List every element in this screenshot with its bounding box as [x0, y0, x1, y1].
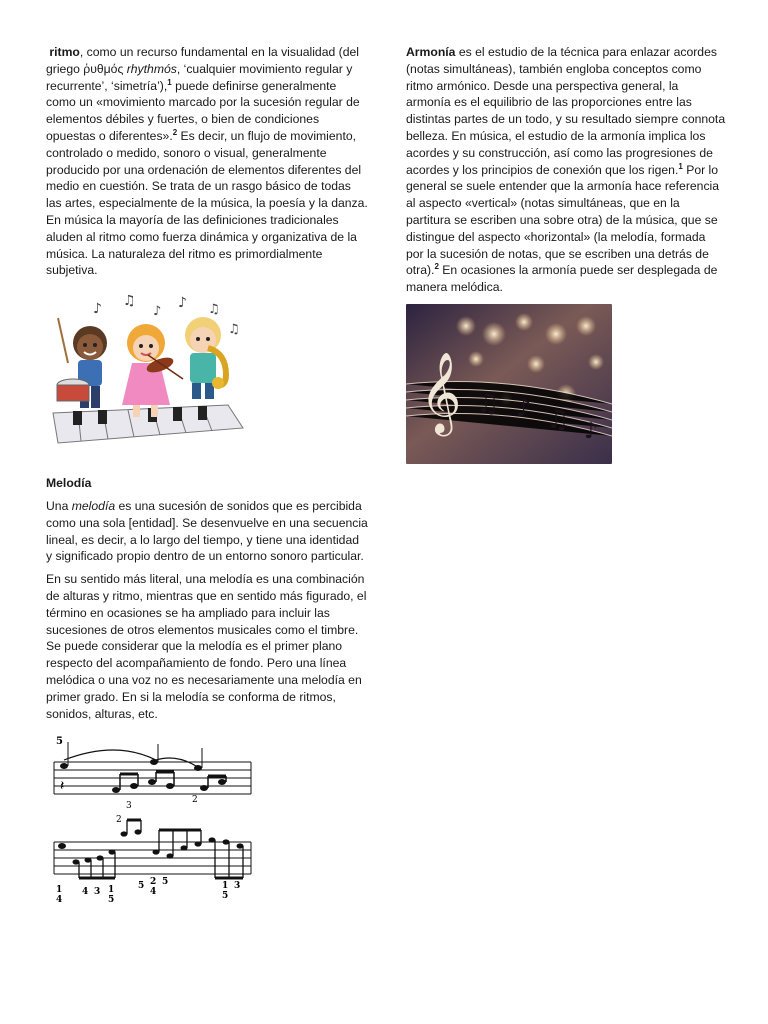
fingering: 5: [162, 877, 169, 888]
armonia-term: Armonía: [406, 45, 456, 59]
svg-text:♪: ♪: [178, 295, 187, 312]
piano-keys: [53, 405, 243, 443]
footnote-ref[interactable]: 2: [172, 127, 178, 137]
upper-staff: [54, 762, 251, 794]
fingering: 4: [82, 887, 89, 898]
harmony-notes-photo: [406, 304, 612, 464]
footnote-ref[interactable]: 1: [678, 161, 683, 171]
measure-number: 5: [56, 736, 63, 748]
fingering: 3: [94, 887, 101, 898]
greek-transliteration: rhythmós: [126, 61, 177, 76]
fingering: 3: [126, 801, 132, 812]
ritmo-paragraph: [46, 44, 368, 279]
svg-text:♫: ♫: [476, 388, 500, 419]
text: En ocasiones la armonía puede ser desplegada de manera melódica.: [406, 263, 718, 295]
fingering: 4: [56, 895, 63, 906]
fingering: 5: [108, 895, 115, 906]
girl-violinist: [122, 324, 183, 417]
svg-text:♪: ♪: [153, 304, 162, 320]
boy-drummer: [57, 318, 107, 408]
right-column: [406, 44, 726, 464]
ritmo-term: ritmo: [49, 45, 80, 59]
melodia-paragraph-1: [46, 498, 368, 565]
fingering: 4: [150, 887, 157, 898]
lower-staff: [54, 842, 251, 874]
fingering: 1: [108, 885, 115, 896]
footnote-ref[interactable]: 2: [434, 262, 439, 272]
footnote-ref[interactable]: 1: [167, 77, 172, 87]
fingering: 2: [150, 877, 157, 888]
svg-text:♫: ♫: [208, 302, 220, 318]
svg-text:♪: ♪: [516, 393, 532, 422]
fingering: 2: [116, 815, 122, 826]
melodia-term: melodía: [71, 498, 116, 513]
svg-text:♫: ♫: [546, 404, 570, 435]
greek-word: ῥυθμός: [83, 61, 124, 76]
piano-score-image: [46, 732, 254, 907]
melodia-paragraph-2: En su sentido más literal, una melodía es una combinación de alturas y ritmo, mientras que en sentido más figurado, el término en ocasiones se ha ampliado para incluir las sucesiones de otros elementos musicales como el timbre. Se puede considerar que la melodía es el primer plano respecto del acompañamiento de fondo. Pero una línea melódica o una voz no es necesariamente una melodía en primer grado. En si la melodía se conforma de ritmos, sonidos, alturas, etc.: [46, 572, 367, 721]
text: Por lo general se suele entender que la armonía hace referencia al aspecto «vertical» (notas simultáneas, que en la partitura se escriben una sobre otra) de la música, que se distingue del aspecto «horizontal» (la melodía, formada por la sucesión de notas, que se escriben una detrás de otra).: [406, 162, 720, 278]
score-svg: [46, 732, 254, 907]
fingering: 5: [138, 881, 145, 892]
kids-music-illustration: [48, 293, 248, 453]
text: , ‘cualquier movimiento regular y recurrente’, ‘simetría’),: [46, 61, 353, 93]
svg-text:♪: ♪: [584, 418, 599, 444]
text: puede definirse generalmente como un «movimiento marcado por la sucesión regular de elementos débiles y fuertes, o bien de condiciones opuestas o diferentes».: [46, 78, 360, 143]
fingering: 5: [222, 891, 229, 902]
text: es el estudio de la técnica para enlazar acordes (notas simultáneas), también engloba conceptos como ritmo armónico. Desde una perspectiva general, la armonía es el equilibrio de las proporciones entre las distintas partes de un todo, y su resultado siempre connota belleza. En música, el estudio de la armonía implica los acordes y su construcción, así como las progresiones de acordes y los principios de conexión que los rigen.: [406, 45, 726, 177]
armonia-paragraph: [406, 44, 726, 296]
text: es una sucesión de sonidos que es percibida como una sola [entidad]. Se desenvuelve en una secuencia lineal, es decir, a lo largo del tiempo, y tiene una identidad y significado propio dentro de un entorno sonoro particular.: [46, 498, 368, 564]
kids-svg: [48, 293, 248, 453]
boy-saxophonist: [185, 317, 226, 399]
text: Es decir, un flujo de movimiento, controlado o medido, sonoro o visual, generalmente producido por una ordenación de elementos diferentes del medio en cuestión. Se trata de un rasgo básico de todas las artes, especialmente de la música, la poesía y la danza. En música la mayoría de las definiciones tradicionales aluden al ritmo como fuerza dinámica y organizativa de la música. La naturaleza del ritmo es primordialmente subjetiva.: [46, 128, 368, 278]
fingering: 1: [222, 881, 229, 892]
fingering: 2: [192, 795, 198, 806]
harmony-svg: [406, 304, 612, 464]
svg-text:♫: ♫: [123, 293, 136, 310]
fingering: 3: [234, 881, 241, 892]
svg-text:♪: ♪: [93, 301, 102, 318]
fingering: 1: [56, 885, 63, 896]
svg-text:♫: ♫: [228, 322, 240, 338]
text: Una: [46, 498, 72, 513]
left-column: [46, 44, 368, 907]
treble-clef-icon: 𝄞: [420, 350, 462, 433]
svg-text:𝄽: 𝄽: [60, 778, 65, 795]
melodia-heading: Melodía: [46, 476, 92, 491]
text: , como un recurso fundamental en la visualidad (del griego: [46, 45, 359, 76]
